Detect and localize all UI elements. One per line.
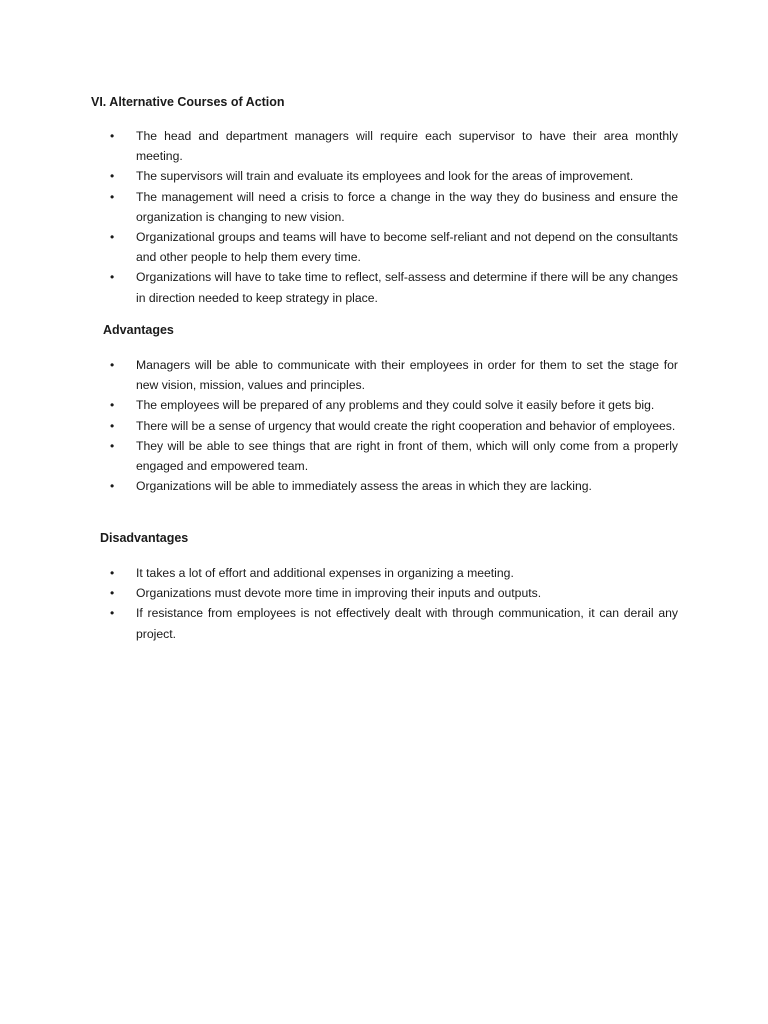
bullet-icon: • [110,606,115,621]
list-item-text: The employees will be prepared of any problems and they could solve it easily before it gets big. [136,398,655,413]
list-item-text: They will be able to see things that are right in front of them, which will only come from a properly engaged and empowered team. [136,438,678,474]
list-item-text: Organizations must devote more time in improving their inputs and outputs. [136,586,542,601]
bullet-icon: • [110,479,115,494]
list-item [110,563,678,583]
list-item [110,166,678,186]
list-item-text: Organizational groups and teams will have to become self-reliant and not depend on the consultants and other people to help them every time. [136,230,678,265]
list-item [110,603,678,643]
bullet-icon: • [110,169,115,184]
list-item [110,436,678,476]
bullet-icon: • [110,566,115,580]
list-item [110,583,678,603]
list-item-text: The management will need a crisis to force a change in the way they do business and ensure the organization is changing to new vision. [136,189,678,224]
section-heading-alternative-courses: VI. Alternative Courses of Action [91,95,285,109]
bullet-icon: • [110,398,115,413]
bullet-icon: • [110,230,115,245]
list-item-text: Organizations will be able to immediately assess the areas in which they are lacking. [136,479,592,494]
list-item [110,476,678,496]
bullet-icon: • [110,418,115,433]
list-item [110,355,678,395]
list-item [110,395,678,415]
list-item-text: The supervisors will train and evaluate its employees and look for the areas of improvement. [136,169,634,184]
bullet-icon: • [110,586,115,601]
list-item-text: There will be a sense of urgency that would create the right cooperation and behavior of employees. [136,418,676,433]
list-item-text: Organizations will have to take time to reflect, self-assess and determine if there will be any changes in direction needed to keep strategy in place. [136,270,678,305]
list-item-text: It takes a lot of effort and additional expenses in organizing a meeting. [136,566,514,580]
bullet-icon: • [110,358,115,372]
bullet-icon: • [110,189,115,204]
disadvantages-list [110,563,678,644]
section-heading-disadvantages: Disadvantages [100,531,189,545]
list-item [110,126,678,166]
advantages-list [110,355,678,496]
section-heading-advantages: Advantages [103,323,174,337]
list-item-text: If resistance from employees is not effectively dealt with through communication, it can derail any project. [136,606,678,641]
bullet-icon: • [110,270,115,285]
list-item [110,227,678,267]
bullet-icon: • [110,438,115,453]
bullet-icon: • [110,129,115,143]
list-item-text: The head and department managers will require each supervisor to have their area monthly meeting. [136,129,678,164]
list-item-text: Managers will be able to communicate with their employees in order for them to set the stage for new vision, mission, values and principles. [136,358,678,393]
list-item [110,416,678,436]
alternative-courses-list [110,126,678,308]
list-item [110,267,678,307]
list-item [110,187,678,227]
